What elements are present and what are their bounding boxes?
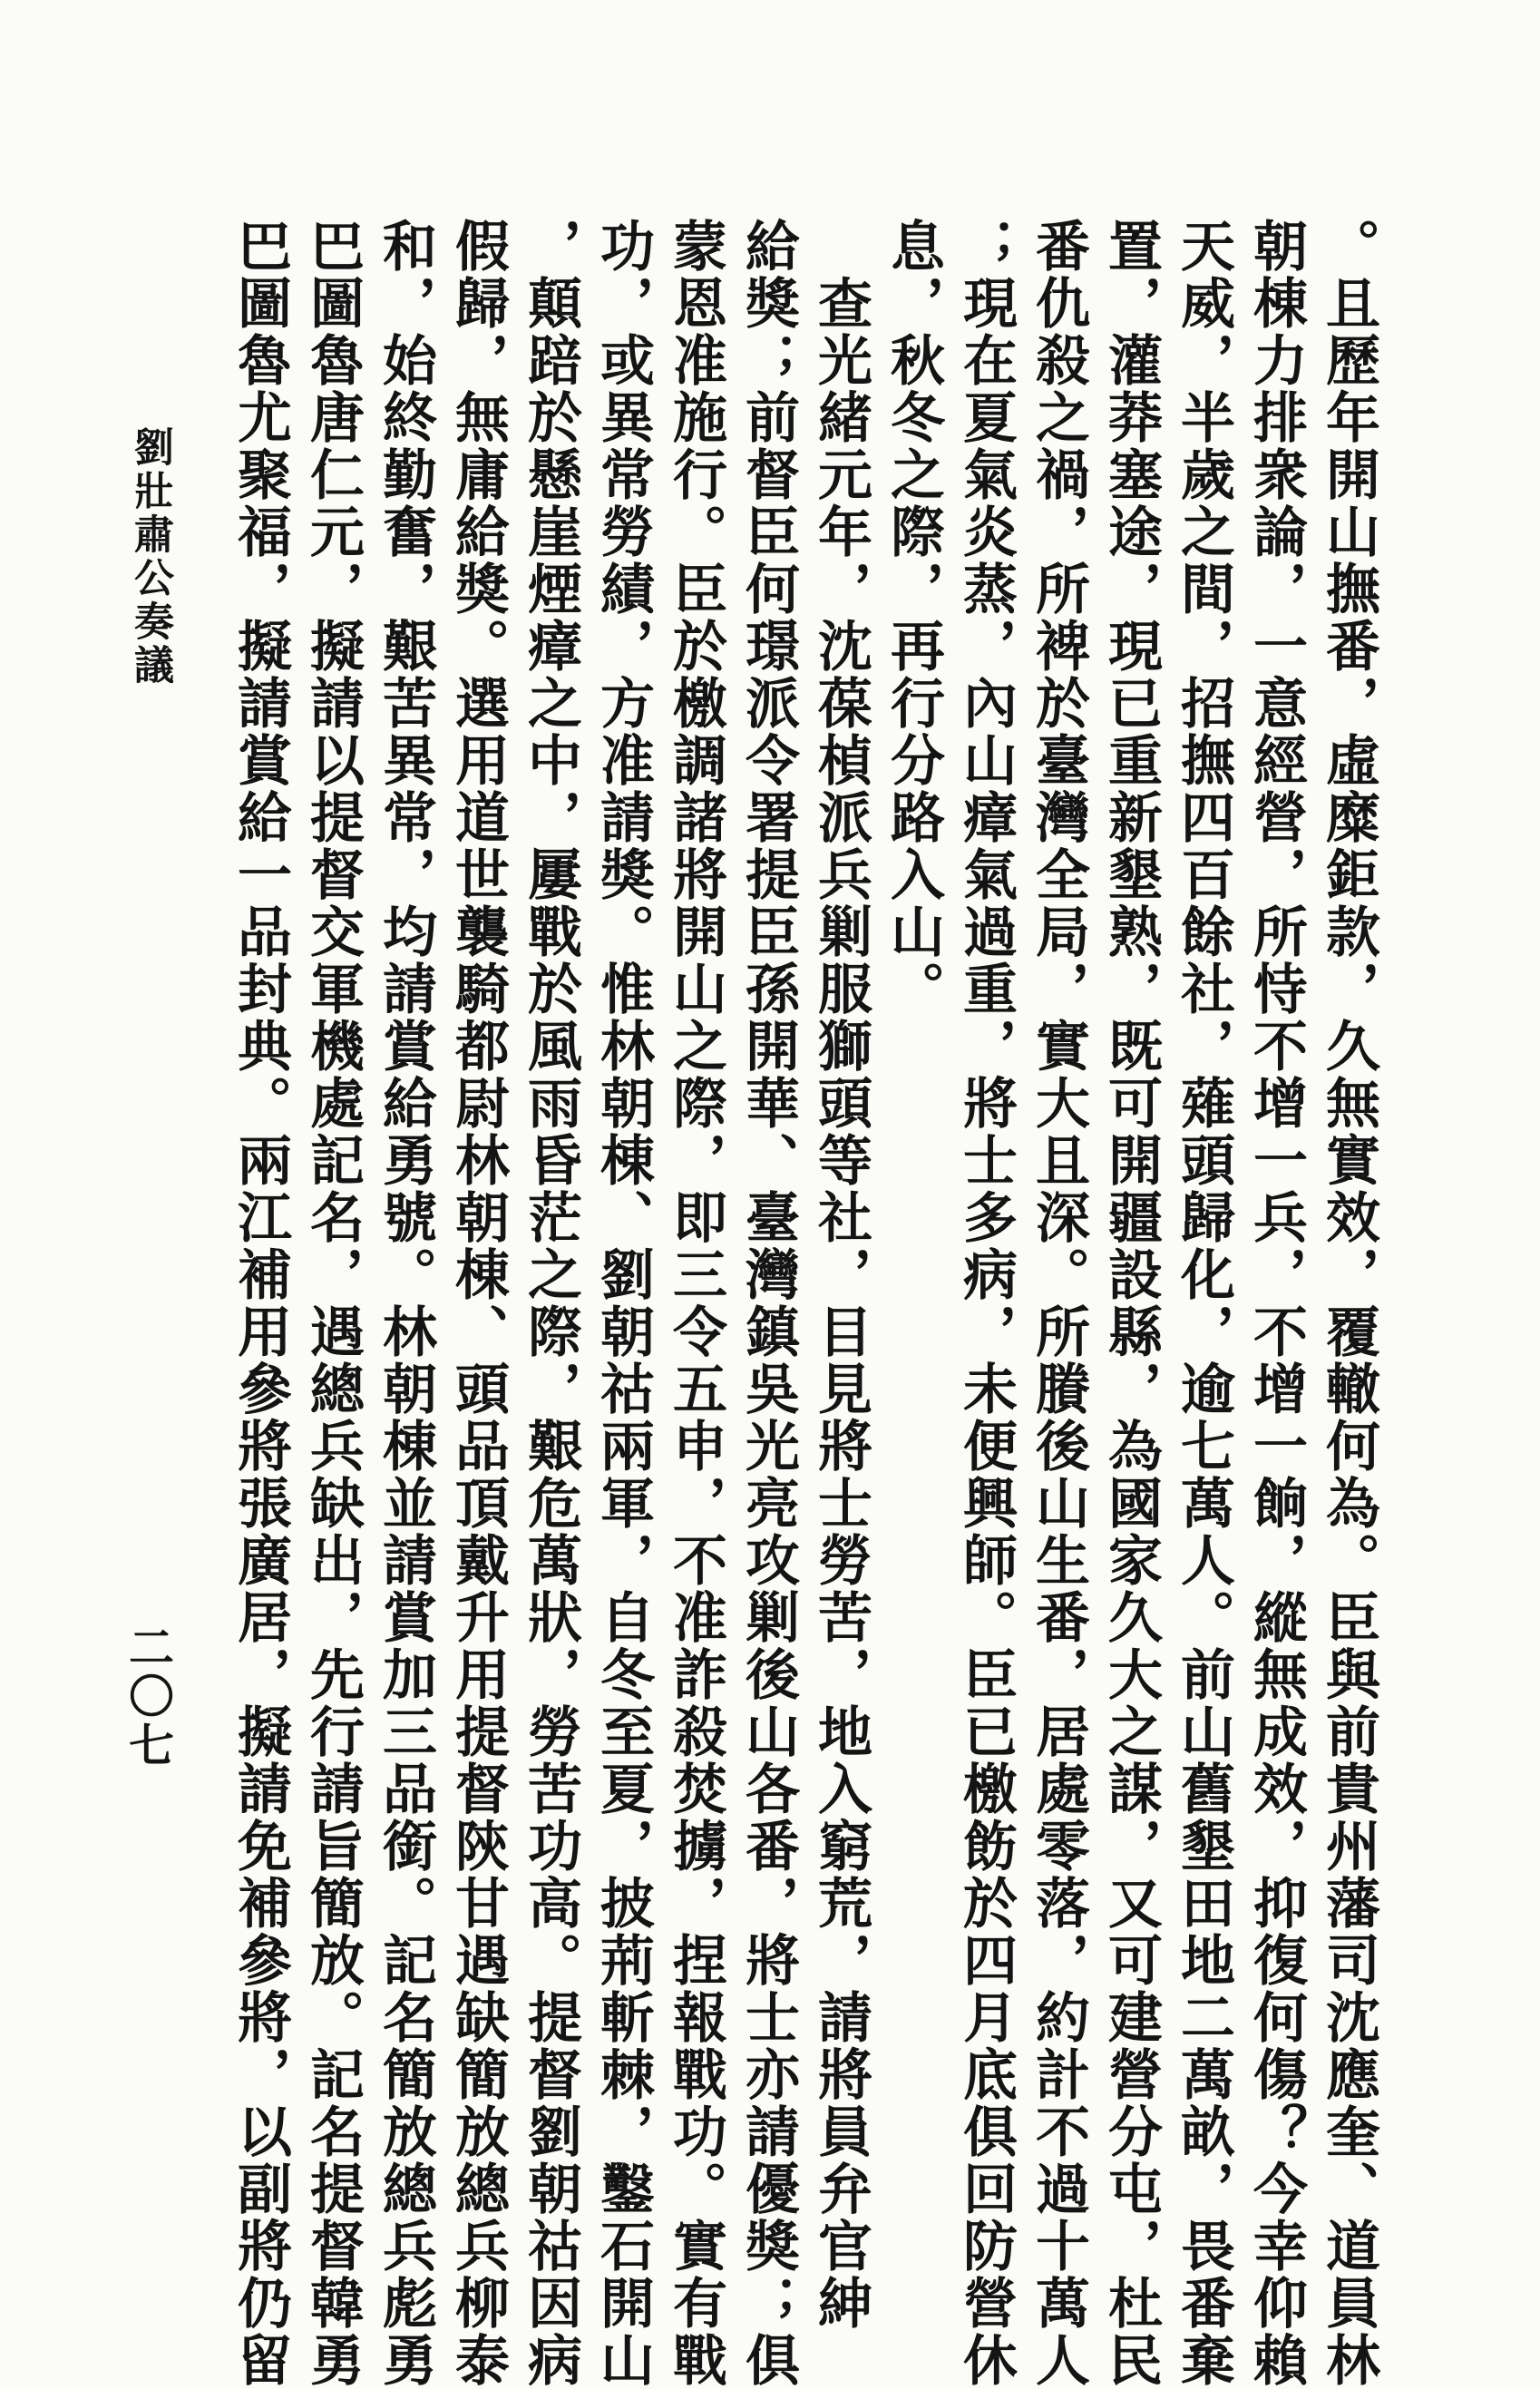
text-column-3: 天威，半歲之間，招撫四百餘社，薙頭歸化，逾七萬人。前山舊墾田地二萬畝，畏番棄 <box>1172 218 1235 2389</box>
text-column-6: ；現在夏氣炎蒸，內山瘴氣過重，將士多病，未便興師。臣已檄飭於四月底俱回防營休 <box>954 218 1018 2389</box>
text-column-13: 假歸，無庸給獎。選用道世襲騎都尉林朝棟、頭品頂戴升用提督陝甘遇缺簡放總兵柳泰 <box>446 218 510 2389</box>
text-column-4: 置，灌莽塞途，現已重新墾熟，既可開疆設縣，為國家久大之謀，又可建營分屯，杜民 <box>1099 218 1163 2389</box>
text-column-15: 巴圖魯唐仁元，擬請以提督交軍機處記名，遇總兵缺出，先行請旨簡放。記名提督韓勇 <box>301 218 365 2389</box>
page-number: 二〇七 <box>122 1624 175 1770</box>
text-column-2: 朝棟力排衆論，一意經營，所恃不增一兵，不增一餉，縱無成效，抑復何傷？今幸仰賴 <box>1244 218 1308 2389</box>
text-column-5: 番仇殺之禍，所裨於臺灣全局，實大且深。所賸後山生番，居處零落，約計不過十萬人 <box>1027 218 1090 2389</box>
book-title: 劉壯肅公奏議 <box>127 426 173 687</box>
text-column-1: 。且歷年開山撫番，虛糜鉅款，久無實效，覆轍何為。臣與前貴州藩司沈應奎、道員林 <box>1317 218 1380 2389</box>
text-column-8: 查光緒元年，沈葆楨派兵剿服獅頭等社，目見將士勞苦，地入窮荒，請將員弁官紳 <box>809 218 872 2332</box>
text-column-11: 功，或異常勞績，方准請獎。惟林朝棟、劉朝祜兩軍，自冬至夏，披荊斬棘，鑿石開山 <box>591 218 655 2389</box>
text-column-10: 蒙恩准施行。臣於檄調諸將開山之際，即三令五申，不准詐殺焚擄，捏報戰功。實有戰 <box>664 218 727 2389</box>
text-column-16: 巴圖魯尤聚福，擬請賞給一品封典。兩江補用參將張廣居，擬請免補參將，以副將仍留 <box>229 218 292 2389</box>
text-column-7: 息，秋冬之際，再行分路入山。 <box>882 218 945 1018</box>
text-column-9: 給獎；前督臣何璟派令署提臣孫開華、臺灣鎮吳光亮攻剿後山各番，將士亦請優獎；俱 <box>736 218 800 2389</box>
text-column-12: ，顛踣於懸崖煙瘴之中，屢戰於風雨昏茫之際，艱危萬狀，勞苦功高。提督劉朝祜因病 <box>519 218 582 2389</box>
text-column-14: 和，始終勤奮，艱苦異常，均請賞給勇號。林朝棟並請賞加三品銜。記名簡放總兵彪勇 <box>374 218 437 2389</box>
